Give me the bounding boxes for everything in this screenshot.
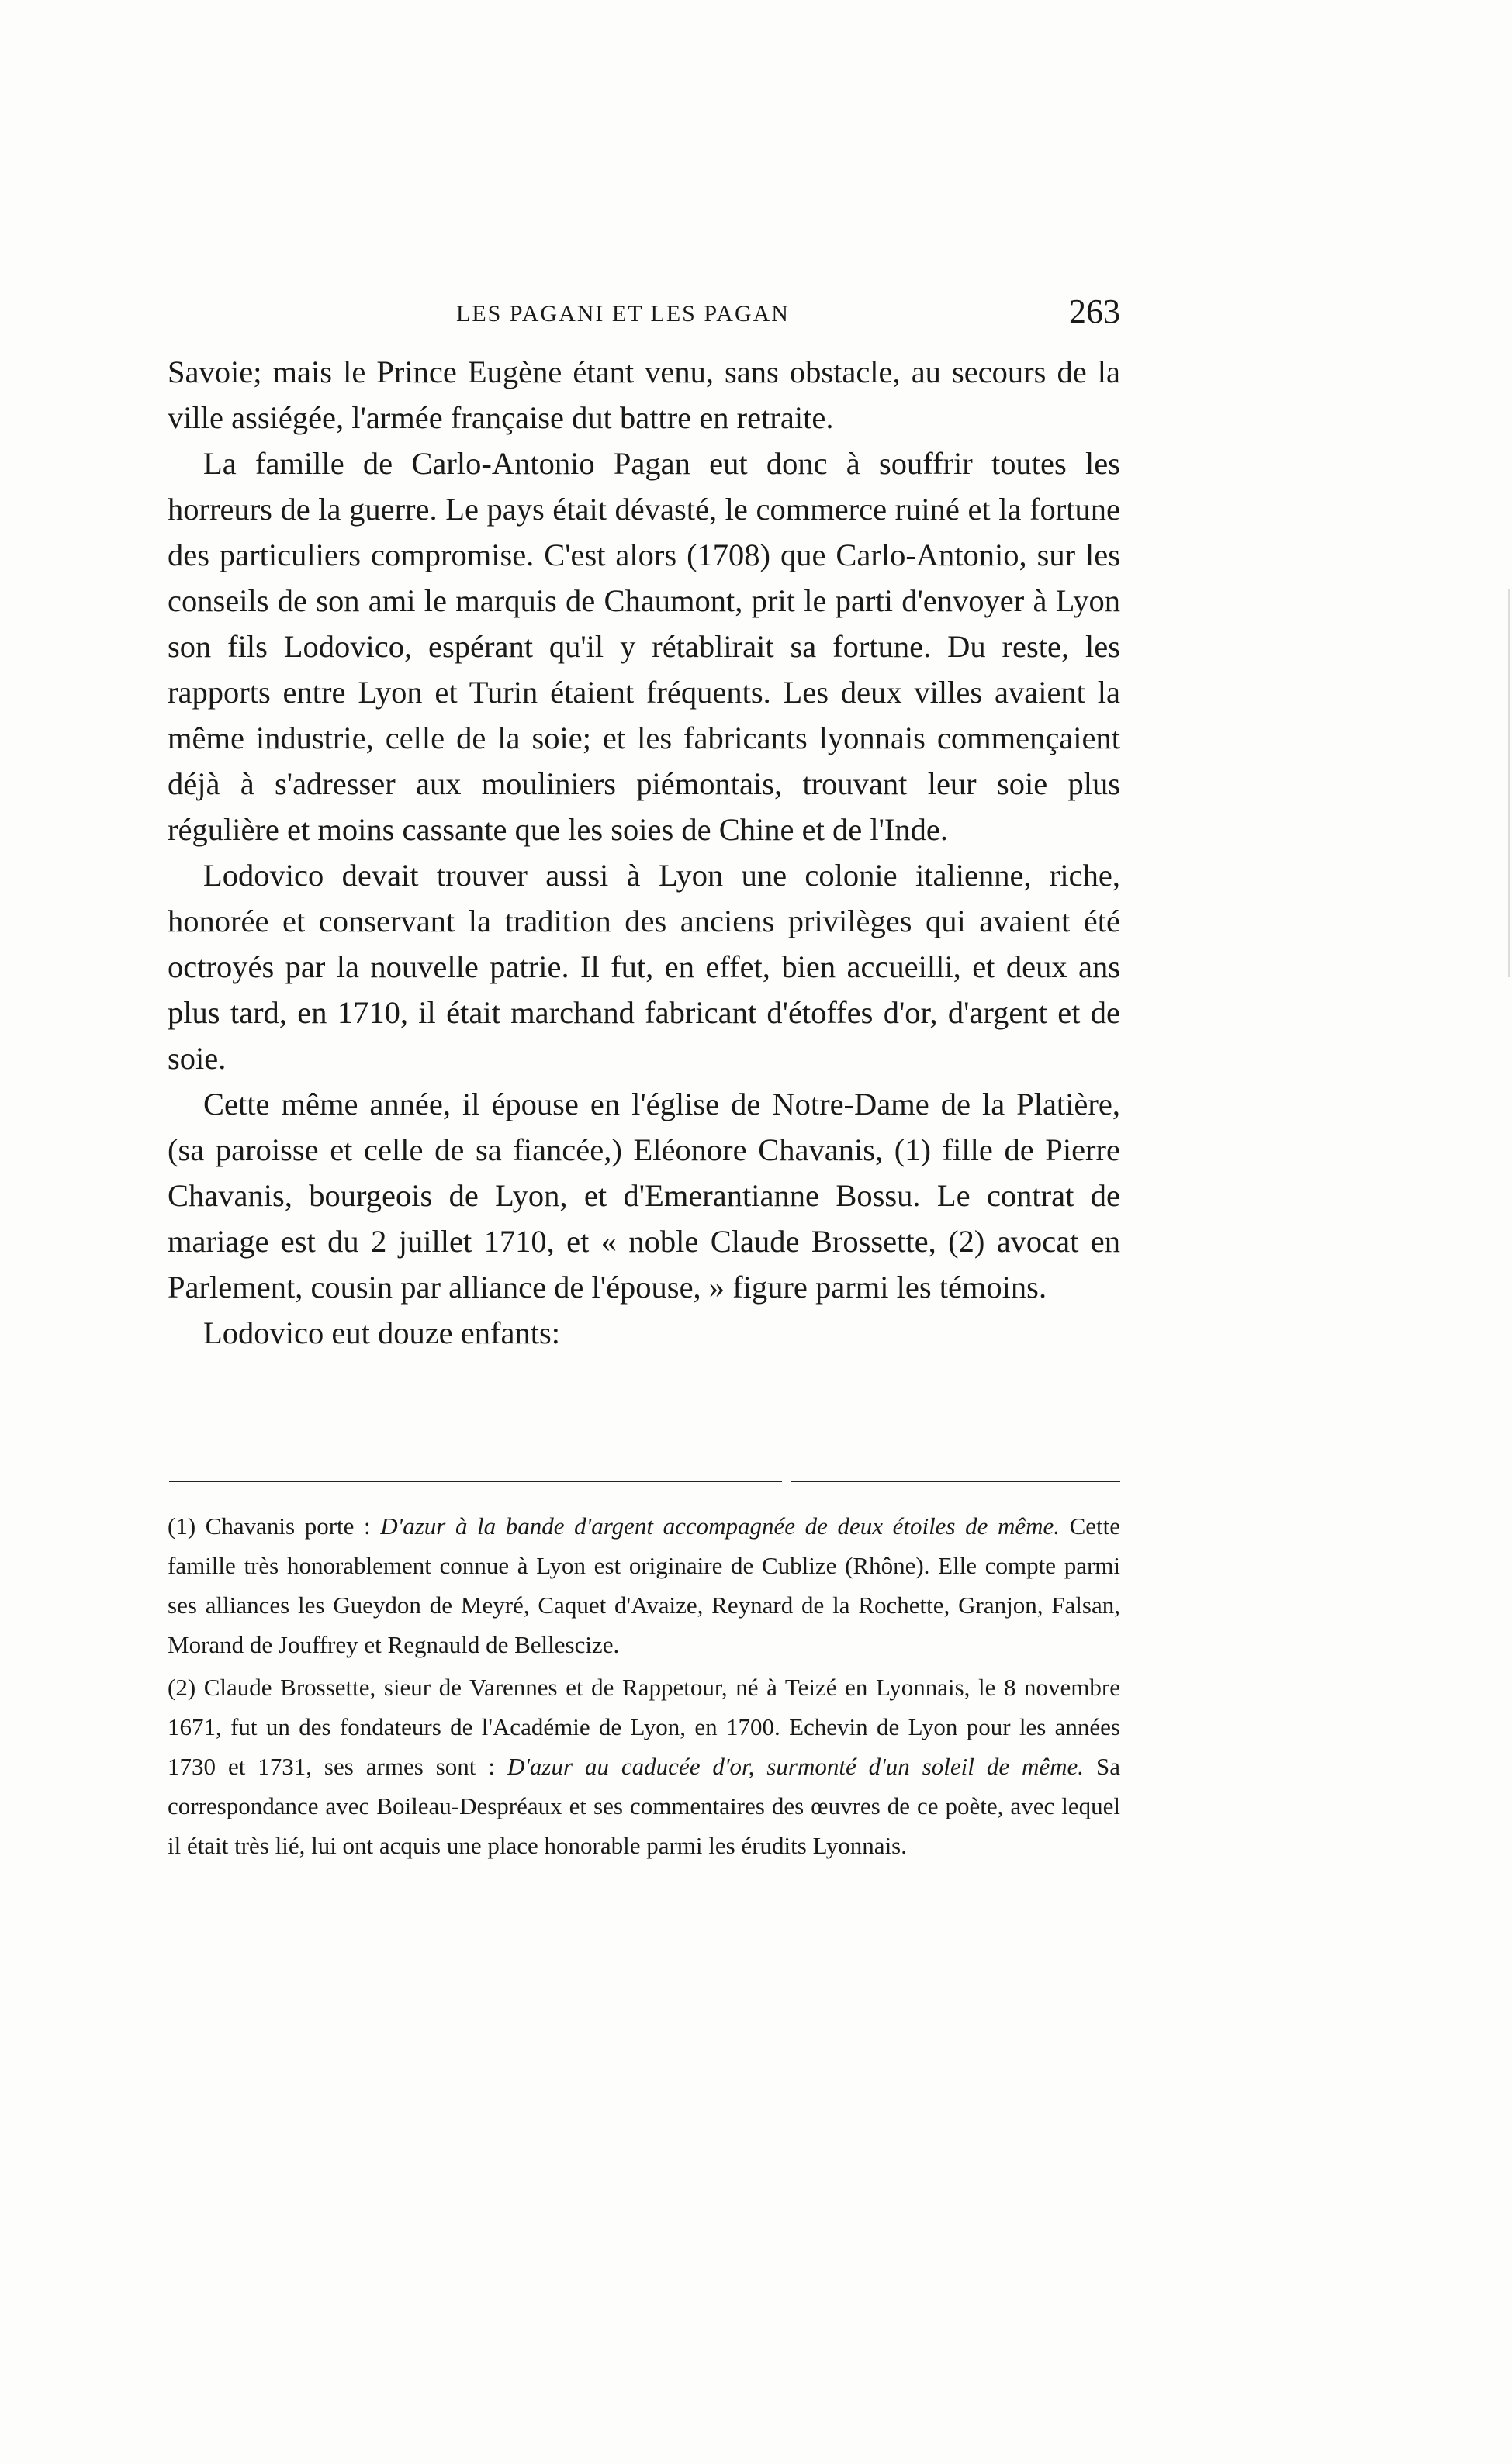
footnotes — [168, 1506, 1120, 1868]
footnote-1-prefix: (1) Chavanis porte : — [168, 1512, 381, 1540]
paragraph-4: Cette même année, il épouse en l'église de Notre-Dame de la Platière, (sa paroisse et celle de sa fiancée,) Eléonore Chavanis, (1) fille de Pierre Chavanis, bourgeois de Lyon, et d'Emerantianne Bossu. Le contrat de mariage est du 2 juillet 1710, et « noble Claude Brossette, (2) avocat en Parlement, cousin par alliance de l'épouse, » figure parmi les témoins. — [168, 1087, 1120, 1305]
page-edge-marks — [1508, 589, 1512, 977]
footnote-1-blazon: D'azur à la bande d'argent accompagnée de deux étoiles de même. — [380, 1512, 1060, 1540]
page-header — [168, 292, 1120, 338]
page-number: 263 — [1069, 292, 1120, 330]
footnote-rule-right — [791, 1481, 1120, 1482]
paragraph-1: Savoie; mais le Prince Eugène étant venu, sans obstacle, au secours de la ville assiégée, l'armée française dut battre en retraite. — [168, 354, 1120, 435]
running-title: LES PAGANI ET LES PAGAN — [456, 301, 790, 327]
paragraph-3: Lodovico devait trouver aussi à Lyon une colonie italienne, riche, honorée et conservant la tradition des anciens privilèges qui avaient été octroyés par la nouvelle patrie. Il fut, en effet, bien accueilli, et deux ans plus tard, en 1710, il était marchand fabricant d'étoffes d'or, d'argent et de soie. — [168, 858, 1120, 1076]
footnote-2-prefix: (2) Claude Brossette, sieur de Varennes et de Rappetour, né à Teizé en Lyonnais, le 8 novembre 1671, fut un des fondateurs de l'Académie de Lyon, en 1700. Echevin de Lyon pour les années 1730 et 1731, ses armes sont : — [168, 1674, 1120, 1780]
footnote-1-text: Cette famille très honorablement connue à Lyon est originaire de Cublize (Rhône). Elle compte parmi ses alliances les Gueydon de Meyré, Caquet d'Avaize, Reynard de la Rochette, Granjon, Falsan, Morand de Jouffrey et Regnauld de Bellescize. — [168, 1512, 1121, 1658]
main-text — [168, 349, 1120, 1356]
paragraph-5: Lodovico eut douze enfants: — [203, 1315, 560, 1350]
footnote-2-blazon: D'azur au caducée d'or, surmonté d'un soleil de même. — [507, 1753, 1085, 1780]
footnote-2-text: Sa correspondance avec Boileau-Despréaux et ses commentaires des œuvres de ce poète, avec lequel il était très lié, lui ont acquis une place honorable parmi les érudits Lyonnais. — [168, 1753, 1120, 1859]
paragraph-2: La famille de Carlo-Antonio Pagan eut donc à souffrir toutes les horreurs de la guerre. Le pays était dévasté, le commerce ruiné et la fortune des particuliers compromise. C'est alors (1708) que Carlo-Antonio, sur les conseils de son ami le marquis de Chaumont, prit le parti d'envoyer à Lyon son fils Lodovico, espérant qu'il y rétablirait sa fortune. Du reste, les rapports entre Lyon et Turin étaient fréquents. Les deux villes avaient la même industrie, celle de la soie; et les fabricants lyonnais commençaient déjà à s'adresser aux mouliniers piémontais, trouvant leur soie plus régulière et moins cassante que les soies de Chine et de l'Inde. — [168, 446, 1120, 847]
footnote-1 — [168, 1506, 1120, 1664]
footnote-2 — [168, 1667, 1120, 1865]
footnote-rule-left — [169, 1481, 782, 1482]
